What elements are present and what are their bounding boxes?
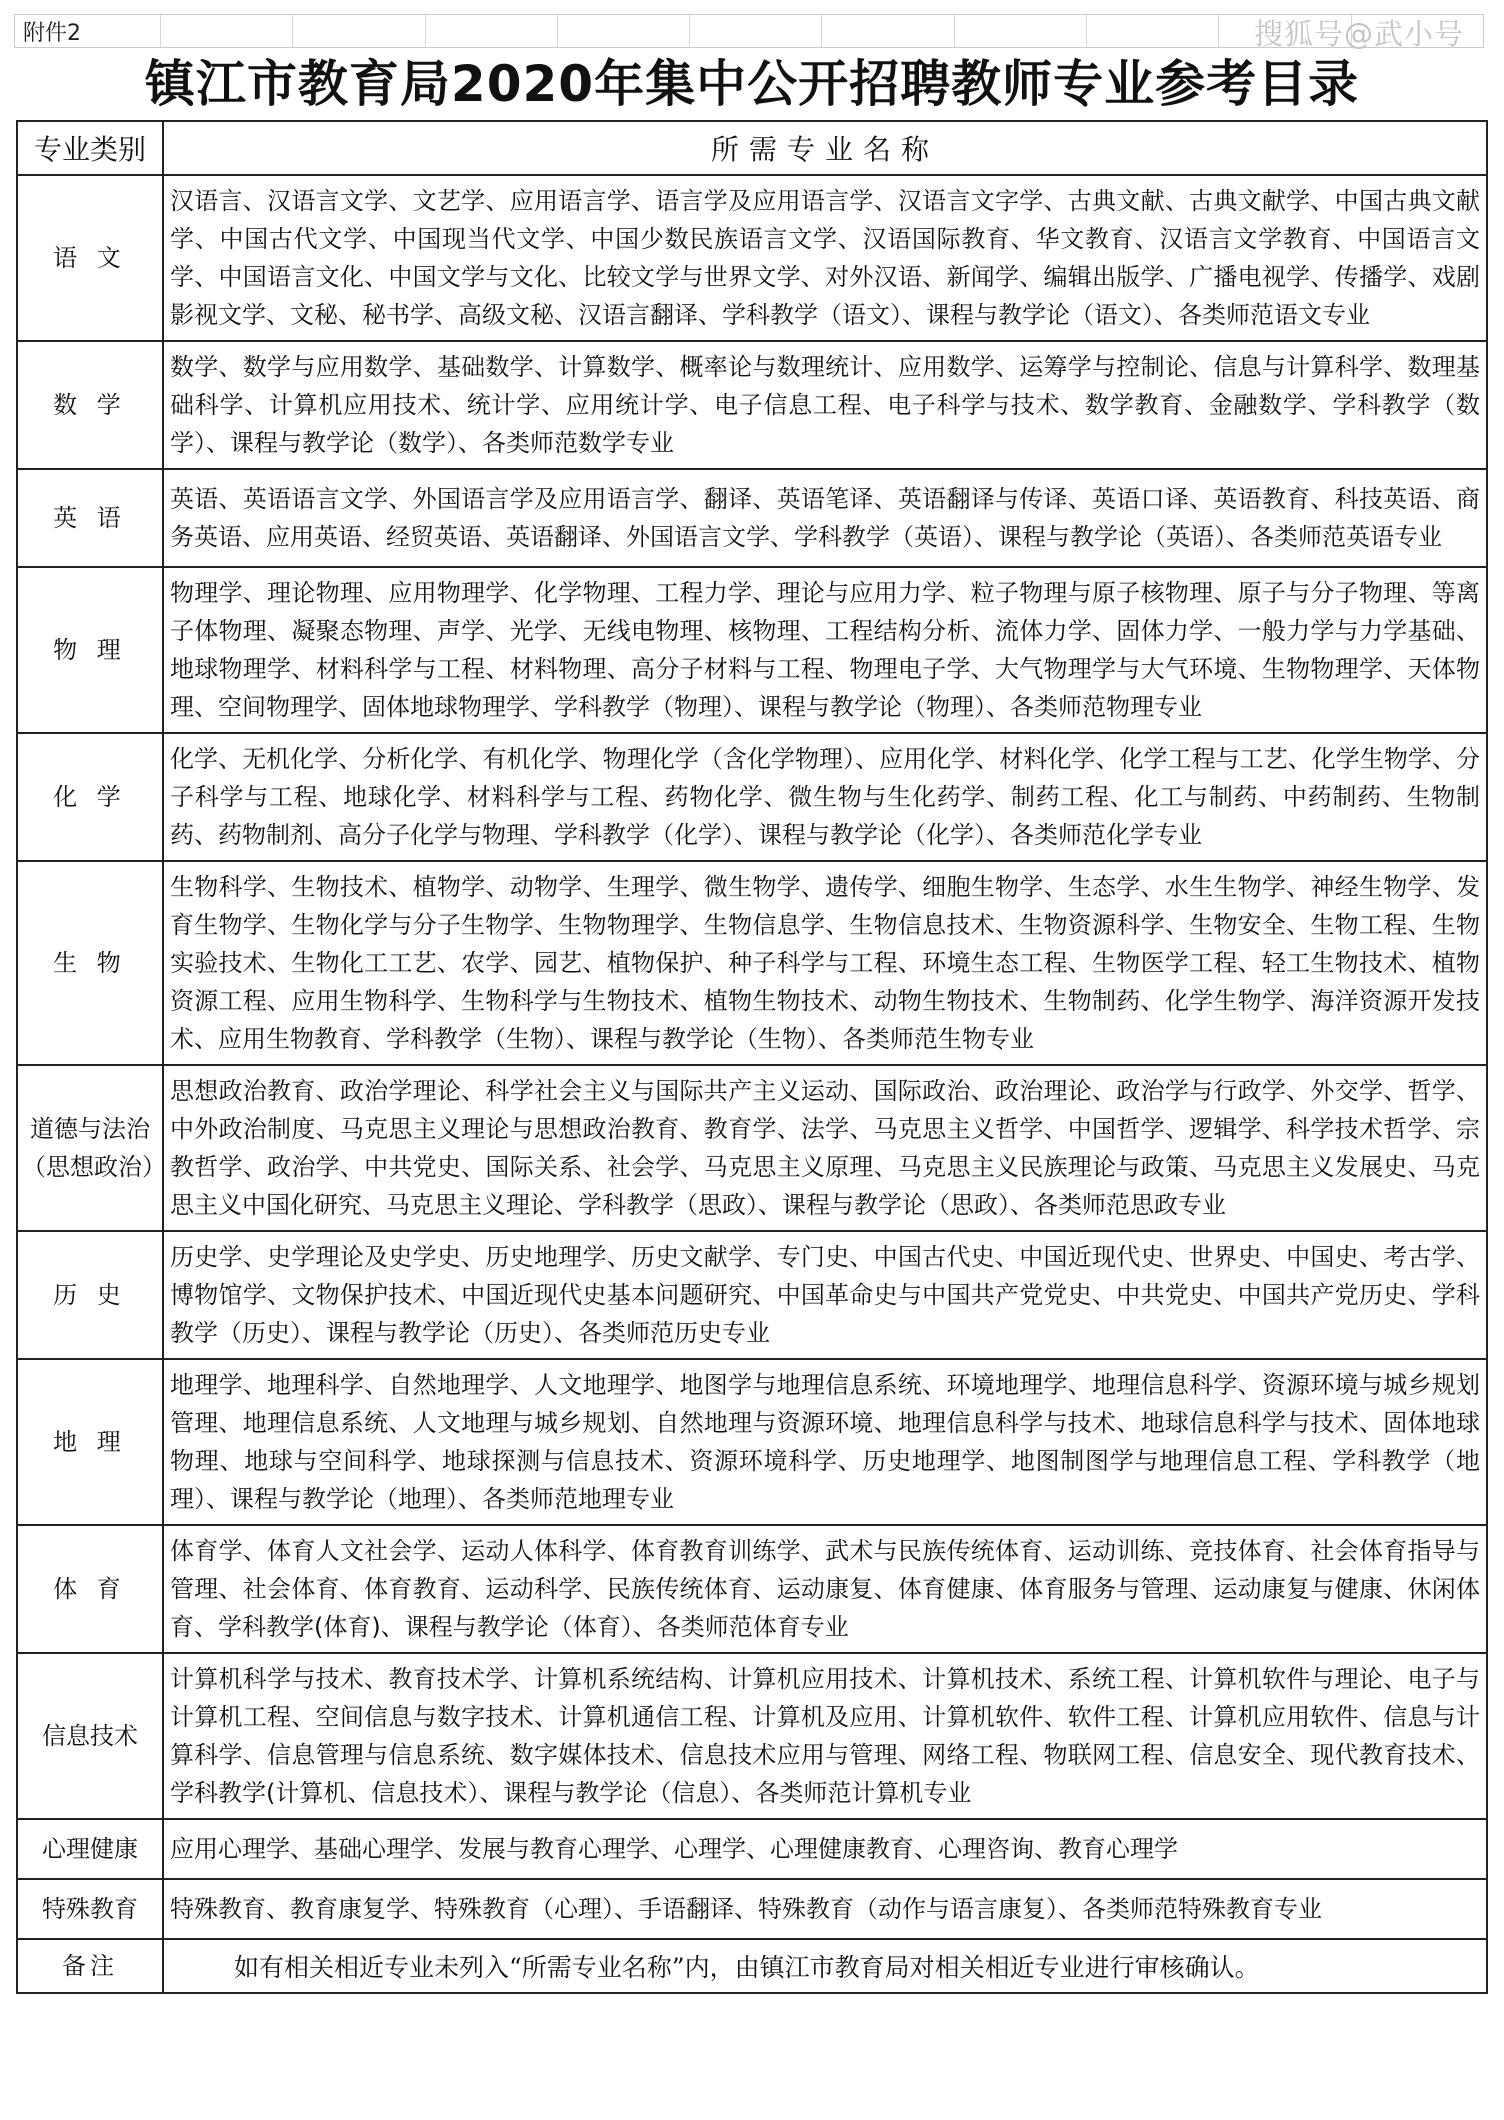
category-cell: 特殊教育 — [17, 1879, 163, 1939]
table-row — [17, 1065, 1487, 1231]
category-cell: 地 理 — [17, 1359, 163, 1525]
category-cell: 心理健康 — [17, 1819, 163, 1879]
document-title: 镇江市教育局2020年集中公开招聘教师专业参考目录 — [144, 55, 1360, 113]
majors-cell: 化学、无机化学、分析化学、有机化学、物理化学（含化学物理）、应用化学、材料化学、化学工程与工艺、化学生物学、分子科学与工程、地球化学、材料科学与工程、药物化学、微生物与生化药学、制药工程、化工与制药、中药制药、生物制药、药物制剂、高分子化学与物理、学科教学（化学）、课程与教学论（化学）、各类师范化学专业 — [163, 733, 1487, 861]
note-row — [17, 1939, 1487, 1993]
category-cell: 信息技术 — [17, 1653, 163, 1819]
majors-cell: 思想政治教育、政治学理论、科学社会主义与国际共产主义运动、国际政治、政治理论、政治学与行政学、外交学、哲学、中外政治制度、马克思主义理论与思想政治教育、教育学、法学、马克思主义哲学、中国哲学、逻辑学、科学技术哲学、宗教哲学、政治学、中共党史、国际关系、社会学、马克思主义原理、马克思主义民族理论与政策、马克思主义发展史、马克思主义中国化研究、马克思主义理论、学科教学（思政）、课程与教学论（思政）、各类师范思政专业 — [163, 1065, 1487, 1231]
table-row — [17, 1879, 1487, 1939]
attachment-label: 附件2 — [15, 15, 161, 47]
table-row — [17, 861, 1487, 1065]
majors-cell: 数学、数学与应用数学、基础数学、计算数学、概率论与数理统计、应用数学、运筹学与控制论、信息与计算科学、数理基础科学、计算机应用技术、统计学、应用统计学、电子信息工程、电子科学与技术、数学教育、金融数学、学科教学（数学）、课程与教学论（数学）、各类师范数学专业 — [163, 341, 1487, 469]
table-row — [17, 341, 1487, 469]
majors-cell: 特殊教育、教育康复学、特殊教育（心理）、手语翻译、特殊教育（动作与语言康复）、各类师范特殊教育专业 — [163, 1879, 1487, 1939]
majors-cell: 地理学、地理科学、自然地理学、人文地理学、地图学与地理信息系统、环境地理学、地理信息科学、资源环境与城乡规划管理、地理信息系统、人文地理与城乡规划、自然地理与资源环境、地理信息科学与技术、地球信息科学与技术、固体地球物理、地球与空间科学、地球探测与信息技术、资源环境科学、历史地理学、地图制图学与地理信息工程、学科教学（地理）、课程与教学论（地理）、各类师范地理专业 — [163, 1359, 1487, 1525]
major-catalog-table — [16, 120, 1488, 1994]
majors-cell: 生物科学、生物技术、植物学、动物学、生理学、微生物学、遗传学、细胞生物学、生态学、水生生物学、神经生物学、发育生物学、生物化学与分子生物学、生物物理学、生物信息学、生物信息技术、生物资源科学、生物安全、生物工程、生物实验技术、生物化工工艺、农学、园艺、植物保护、种子科学与工程、环境生态工程、生物医学工程、轻工生物技术、植物资源工程、应用生物科学、生物科学与生物技术、植物生物技术、动物生物技术、生物制药、化学生物学、海洋资源开发技术、应用生物教育、学科教学（生物）、课程与教学论（生物）、各类师范生物专业 — [163, 861, 1487, 1065]
table-row — [17, 1653, 1487, 1819]
category-cell: 物 理 — [17, 567, 163, 733]
category-cell: 语 文 — [17, 175, 163, 341]
category-cell: 体 育 — [17, 1525, 163, 1653]
majors-cell: 物理学、理论物理、应用物理学、化学物理、工程力学、理论与应用力学、粒子物理与原子核物理、原子与分子物理、等离子体物理、凝聚态物理、声学、光学、无线电物理、核物理、工程结构分析、流体力学、固体力学、一般力学与力学基础、地球物理学、材料科学与工程、材料物理、高分子材料与工程、物理电子学、大气物理学与大气环境、生物物理学、天体物理、空间物理学、固体地球物理学、学科教学（物理）、课程与教学论（物理）、各类师范物理专业 — [163, 567, 1487, 733]
majors-cell: 英语、英语语言文学、外国语言学及应用语言学、翻译、英语笔译、英语翻译与传译、英语口译、英语教育、科技英语、商务英语、应用英语、经贸英语、英语翻译、外国语言文学、学科教学（英语）、课程与教学论（英语）、各类师范英语专业 — [163, 469, 1487, 567]
majors-cell: 汉语言、汉语言文学、文艺学、应用语言学、语言学及应用语言学、汉语言文字学、古典文献、古典文献学、中国古典文献学、中国古代文学、中国现当代文学、中国少数民族语言文学、汉语国际教育、华文教育、汉语言文学教育、中国语言文学、中国语言文化、中国文学与文化、比较文学与世界文学、对外汉语、新闻学、编辑出版学、广播电视学、传播学、戏剧影视文学、文秘、秘书学、高级文秘、汉语言翻译、学科教学（语文）、课程与教学论（语文）、各类师范语文专业 — [163, 175, 1487, 341]
table-row — [17, 1231, 1487, 1359]
majors-cell: 应用心理学、基础心理学、发展与教育心理学、心理学、心理健康教育、心理咨询、教育心理学 — [163, 1819, 1487, 1879]
table-header-row — [17, 121, 1487, 175]
category-cell: 历 史 — [17, 1231, 163, 1359]
table-row — [17, 1359, 1487, 1525]
table-row — [17, 175, 1487, 341]
category-cell: 数 学 — [17, 341, 163, 469]
table-row — [17, 1819, 1487, 1879]
table-row — [17, 1525, 1487, 1653]
column-header-majors: 所需专业名称 — [163, 121, 1487, 175]
majors-cell: 计算机科学与技术、教育技术学、计算机系统结构、计算机应用技术、计算机技术、系统工程、计算机软件与理论、电子与计算机工程、空间信息与数字技术、计算机通信工程、计算机及应用、计算机软件、软件工程、计算机应用软件、信息与计算科学、信息管理与信息系统、数字媒体技术、信息技术应用与管理、网络工程、物联网工程、信息安全、现代教育技术、学科教学(计算机、信息技术）、课程与教学论（信息）、各类师范计算机专业 — [163, 1653, 1487, 1819]
note-text: 如有相关相近专业未列入“所需专业名称”内，由镇江市教育局对相关相近专业进行审核确认。 — [163, 1939, 1487, 1993]
watermark: 搜狐号@武小号 — [1253, 17, 1464, 51]
table-row — [17, 567, 1487, 733]
column-header-category: 专业类别 — [17, 121, 163, 175]
category-cell: 英 语 — [17, 469, 163, 567]
majors-cell: 历史学、史学理论及史学史、历史地理学、历史文献学、专门史、中国古代史、中国近现代史、世界史、中国史、考古学、博物馆学、文物保护技术、中国近现代史基本问题研究、中国革命史与中国共产党党史、中共党史、中国共产党历史、学科教学（历史）、课程与教学论（历史）、各类师范历史专业 — [163, 1231, 1487, 1359]
category-cell: 道德与法治（思想政治） — [17, 1065, 163, 1231]
note-label: 备注 — [17, 1939, 163, 1993]
table-row — [17, 469, 1487, 567]
category-cell: 生 物 — [17, 861, 163, 1065]
table-body — [17, 175, 1487, 1939]
table-row — [17, 733, 1487, 861]
category-cell: 化 学 — [17, 733, 163, 861]
majors-cell: 体育学、体育人文社会学、运动人体科学、体育教育训练学、武术与民族传统体育、运动训练、竞技体育、社会体育指导与管理、社会体育、体育教育、运动科学、民族传统体育、运动康复、体育健康、体育服务与管理、运动康复与健康、休闲体育、学科教学(体育)、课程与教学论（体育）、各类师范体育专业 — [163, 1525, 1487, 1653]
